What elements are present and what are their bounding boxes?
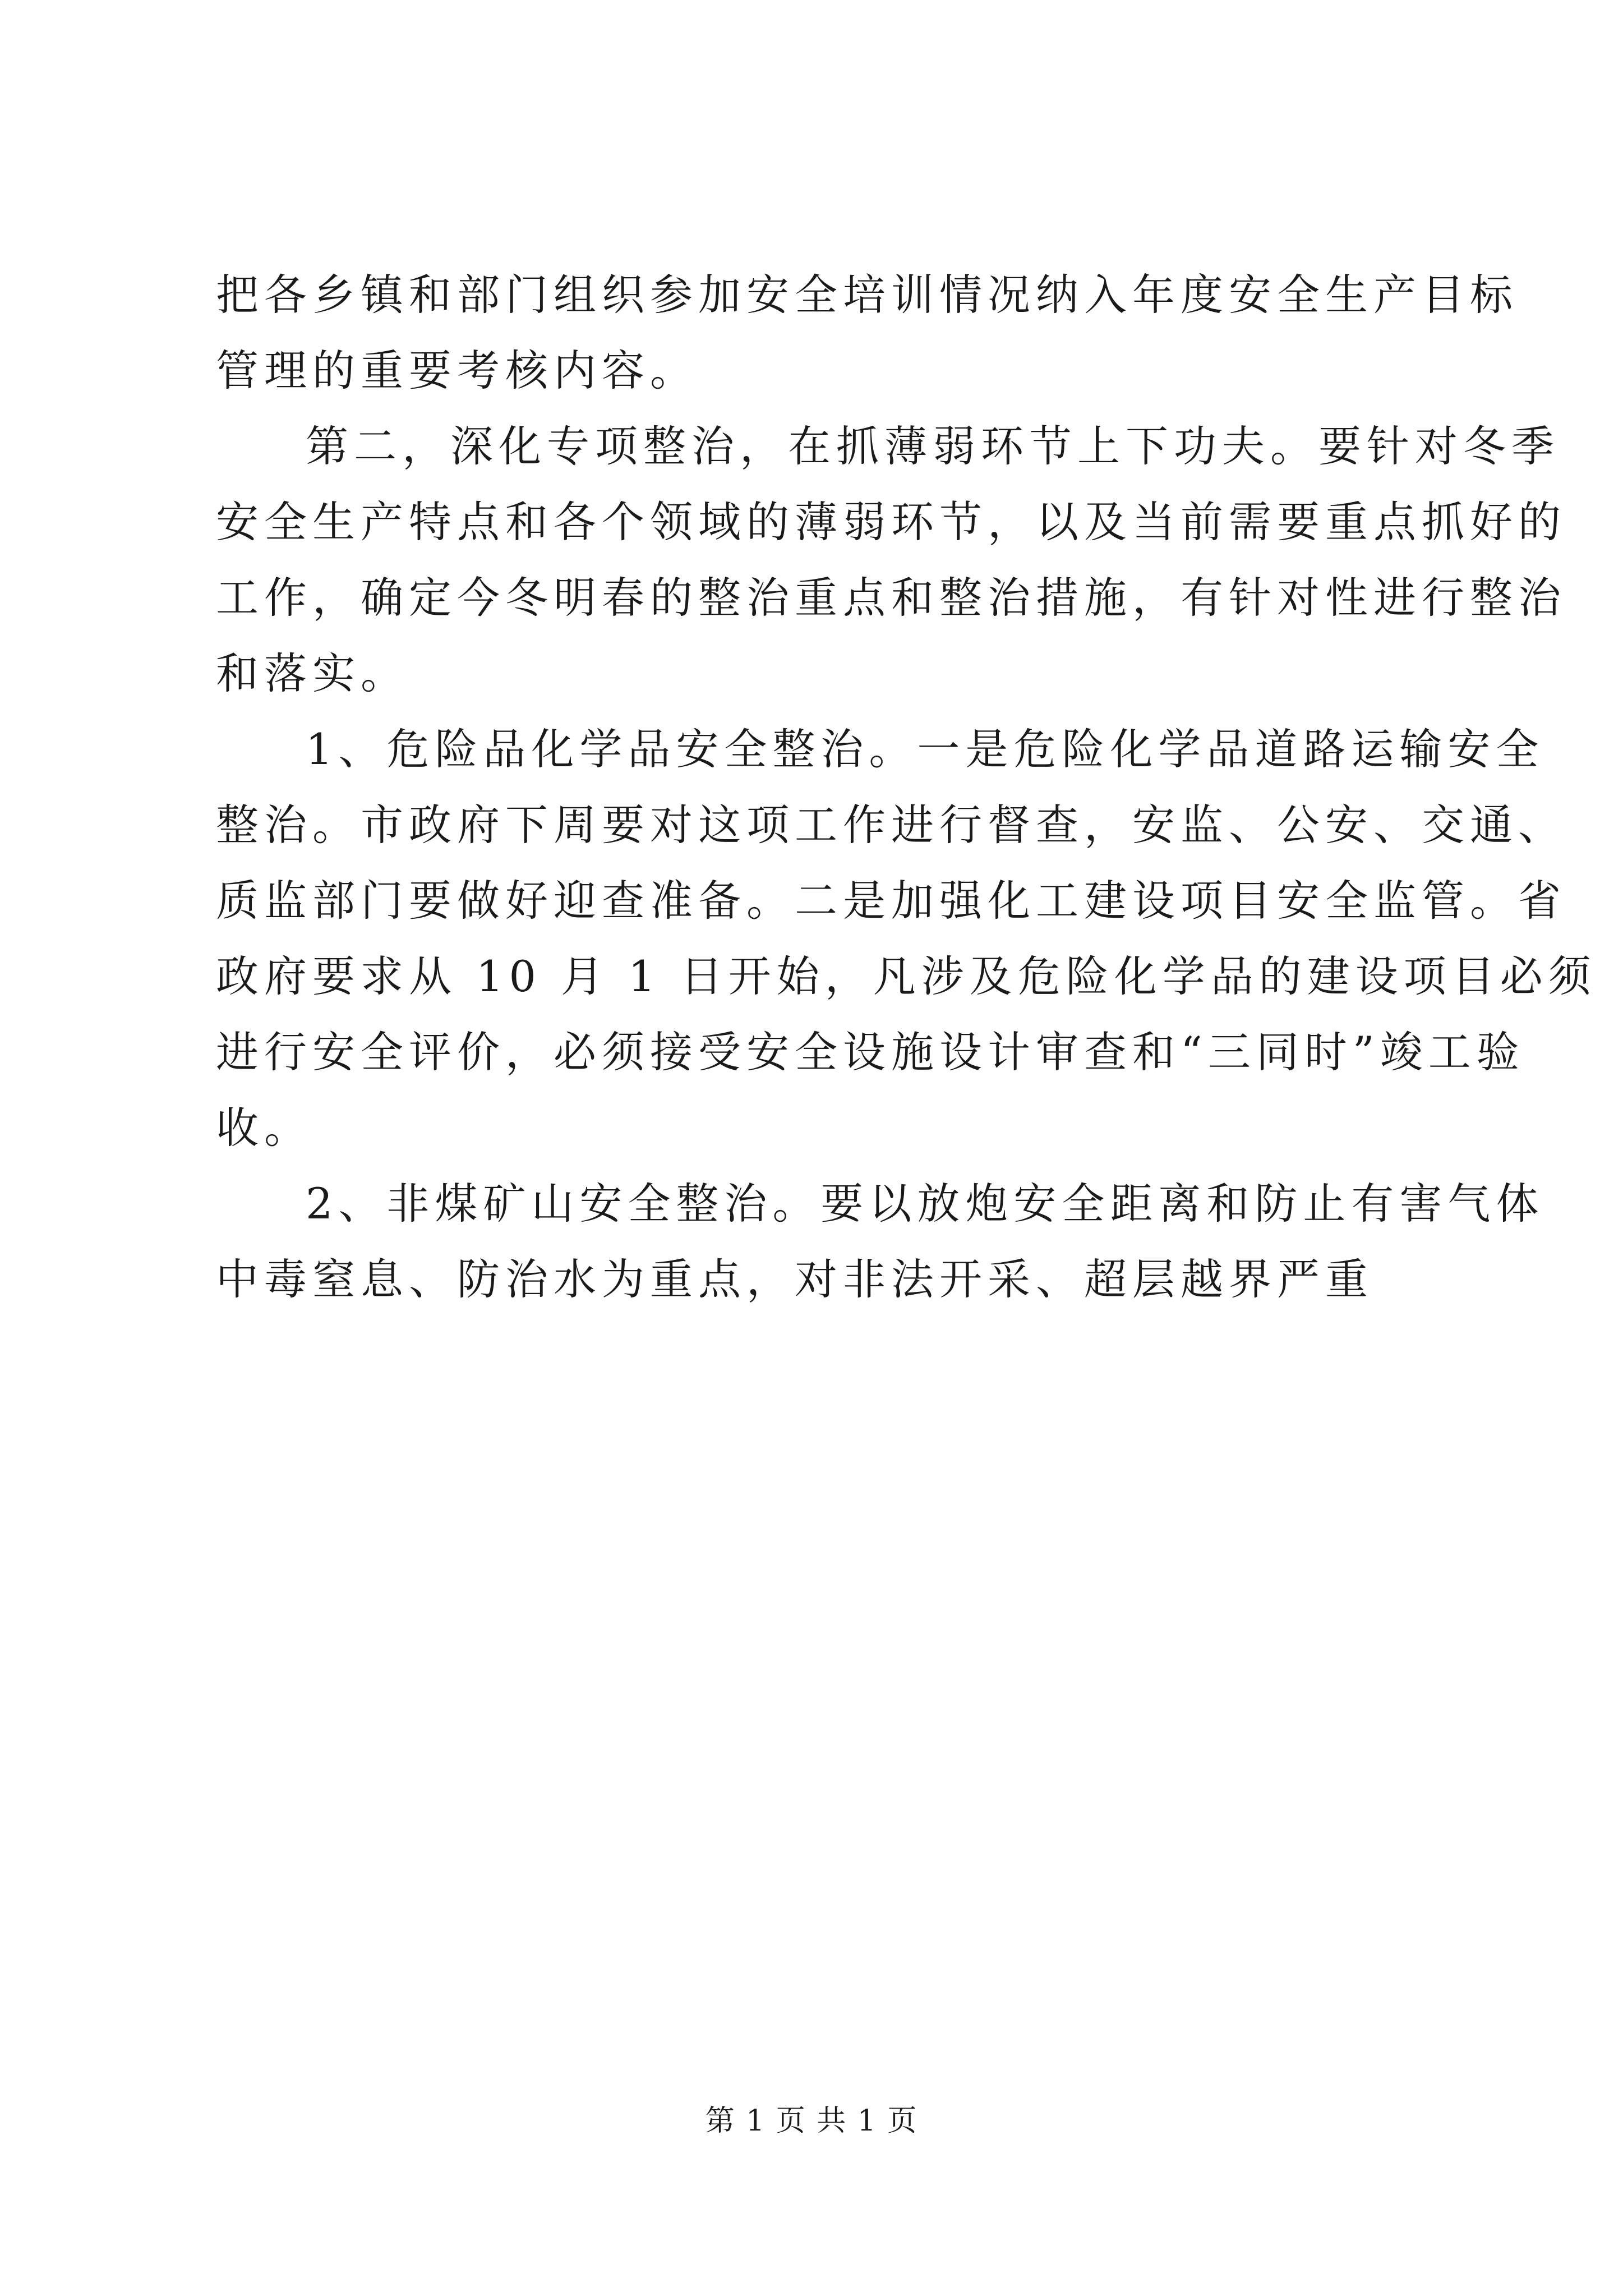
page-footer: 第 1 页 共 1 页 [705, 2104, 918, 2138]
text-line: 收。 [216, 1103, 312, 1153]
text-line: 和落实。 [216, 648, 409, 698]
text-line: 中毒窒息、防治水为重点，对非法开采、超层越界严重 [216, 1254, 1373, 1304]
text-line: 整治。市政府下周要对这项工作进行督查，安监、公安、交通、 [216, 800, 1566, 850]
paragraph-1 [216, 257, 1518, 408]
text-line: 工作，确定今冬明春的整治重点和整治措施，有针对性进行整治 [216, 573, 1566, 623]
paragraph-4 [216, 1166, 1544, 1317]
text-line: 质监部门要做好迎查准备。二是加强化工建设项目安全监管。省 [216, 876, 1566, 926]
text-line: 2、非煤矿山安全整治。要以放炮安全距离和防止有害气体 [306, 1179, 1544, 1228]
text-line: 1、危险品化学品安全整治。一是危险化学品道路运输安全 [306, 724, 1544, 774]
document-body [216, 257, 1597, 1317]
text-line: 安全生产特点和各个领域的薄弱环节，以及当前需要重点抓好的 [216, 497, 1566, 547]
text-line: 进行安全评价，必须接受安全设施设计审查和“三同时”竣工验 [216, 1027, 1525, 1077]
text-line: 把各乡镇和部门组织参加安全培训情况纳入年度安全生产目标 [216, 270, 1518, 320]
text-line: 政府要求从 10 月 1 日开始，凡涉及危险化学品的建设项目必须 [216, 951, 1597, 1001]
paragraph-3 [216, 711, 1597, 1166]
paragraph-2 [216, 408, 1566, 711]
text-line: 第二，深化专项整治，在抓薄弱环节上下功夫。要针对冬季 [306, 421, 1560, 471]
text-line: 管理的重要考核内容。 [216, 346, 698, 395]
